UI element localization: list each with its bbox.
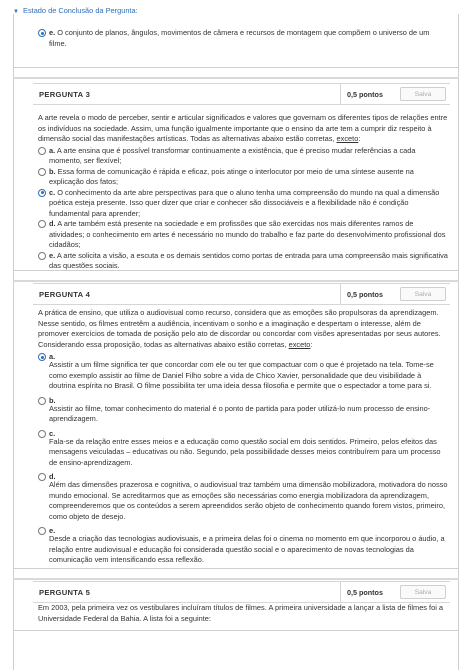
- option-text: Assistir a um filme significa ter que concordar com ele ou ter que compactuar com o que é projetado na tela. Tome-se como exemplo assistir ao filme de Daniel Filho sobre a vida de Chico Xavier, personalidade que deu visibilidade à doutrina espírita no Brasil. O filme possibilita ter uma ideia dessa filosofia e permite que o espectador a tome para si.: [49, 360, 434, 391]
- divider: [13, 77, 459, 79]
- option-label: d.: [49, 219, 56, 229]
- option-e[interactable]: [38, 526, 448, 566]
- stem-except: exceto: [288, 339, 311, 349]
- option-text: A arte solicita a visão, a escuta e os demais sentidos como portas de entrada para uma compreensão mais significativa das questões sociais.: [49, 250, 448, 271]
- question-stem: Em 2003, pela primeira vez os vestibulares incluíram títulos de filmes. A primeira universidade a lançar a lista de filmes foi a Universidade Federal da Bahia. A lista foi a seguinte:: [38, 603, 444, 623]
- option-label: e.: [49, 526, 56, 536]
- option-a[interactable]: [38, 146, 448, 167]
- question-title: PERGUNTA 3: [39, 90, 91, 99]
- radio-icon[interactable]: [38, 252, 46, 260]
- option-b[interactable]: [38, 396, 448, 425]
- save-status-button[interactable]: Salva: [400, 87, 446, 101]
- option-label: b.: [49, 166, 56, 176]
- question-body-5: [38, 603, 448, 624]
- radio-icon[interactable]: [38, 473, 46, 481]
- divider: [13, 568, 459, 569]
- option-label: e.: [49, 28, 56, 37]
- radio-icon[interactable]: [38, 168, 46, 176]
- option-label: c.: [49, 187, 56, 197]
- option-label: b.: [49, 395, 56, 405]
- question-header-3: [33, 83, 450, 105]
- stem-except: exceto: [336, 134, 359, 144]
- stem-text: A arte revela o modo de perceber, sentir e articular significados e valores que governam os diferentes tipos de relações entre os indivíduos na sociedade. Assim, uma função igualmente importante que o ensino da arte tem a cumprir diz respeito à dimensão social das manifestações artísticas. Todas as alternativas abaixo estão corretas,: [38, 113, 448, 144]
- question-points: 0,5 pontos: [340, 84, 392, 104]
- option-label: e.: [49, 250, 56, 260]
- option-text: Desde a criação das tecnologias audiovisuais, e a primeira delas foi o cinema no momento em que incorporou o áudio, a relação entre audiovisual e educação foi considerada questão social e o aparecimento de novas tecnologias da comunicação vem intensificando essa reflexão.: [49, 534, 445, 565]
- option-label: c.: [49, 428, 56, 438]
- question-points: 0,5 pontos: [340, 582, 392, 602]
- divider: [13, 578, 459, 580]
- option-text: A arte também está presente na sociedade e em profissões que são exercidas nos mais diferentes ramos de atividades; o conhecimento em artes é necessário no mundo do trabalho e faz parte do desenvolvimento profissional dos cidadãos;: [49, 219, 446, 250]
- option-text: Além das dimensões prazerosa e cognitiva, o audiovisual traz também uma dimensão mobilizadora, motivadora do nosso mundo emocional. Se acreditarmos que as emoções são necessárias como energia mobilizadora da aprendizagem, compreenderemos que os conteúdos a serem apreendidos serão objeto de conhecimento quando forem vistos, primeiro, como objeto de desejo.: [49, 480, 448, 521]
- option-text: A arte ensina que é possível transformar continuamente a existência, que é preciso mudar referências a cada momento, ser flexível;: [49, 145, 416, 166]
- stem-end: :: [358, 134, 361, 144]
- option-label: a.: [49, 352, 56, 362]
- radio-icon[interactable]: [38, 527, 46, 535]
- radio-icon[interactable]: [38, 220, 46, 228]
- radio-icon[interactable]: [38, 430, 46, 438]
- q2-tail: [38, 28, 448, 49]
- status-link-label: Estado de Conclusão da Pergunta:: [23, 6, 138, 15]
- option-text: Fala-se da relação entre esses meios e a educação como questão social em dois sentidos. Primeiro, pelos efeitos das mensagens veiculadas – educativas ou não. Segundo, pela possibilidade desses meios contribuírem para um processo de ensino-aprendizagem.: [49, 436, 441, 467]
- radio-selected-icon[interactable]: [38, 29, 46, 37]
- option-c[interactable]: [38, 188, 448, 220]
- question-body-3: [38, 113, 448, 272]
- option-a[interactable]: [38, 352, 448, 392]
- option-d[interactable]: [38, 472, 448, 522]
- option-e[interactable]: [38, 251, 448, 272]
- divider: [13, 280, 459, 282]
- question-points: 0,5 pontos: [340, 284, 392, 304]
- save-status-button[interactable]: Salva: [400, 585, 446, 599]
- option-text: O conhecimento da arte abre perspectivas para que o aluno tenha uma compreensão do mundo na qual a dimensão poética esteja presente. Isso quer dizer que criar e conhecer são dissociáveis e a flexibilidade não é condição fundamental para aprender;: [49, 187, 440, 218]
- divider: [13, 67, 459, 68]
- radio-icon[interactable]: [38, 147, 46, 155]
- divider: [13, 270, 459, 271]
- option-text: Assistir ao filme, tomar conhecimento do material é o ponto de partida para poder utilizá-lo num processo de ensino-aprendizagem.: [49, 403, 431, 424]
- question-stem: [38, 308, 448, 350]
- answer-area[interactable]: [13, 630, 459, 670]
- question-header-4: [33, 283, 450, 305]
- option-label: d.: [49, 472, 56, 482]
- save-status-button[interactable]: Salva: [400, 287, 446, 301]
- question-title: PERGUNTA 5: [39, 588, 91, 597]
- question-body-4: [38, 308, 448, 566]
- radio-selected-icon[interactable]: [38, 353, 46, 361]
- radio-selected-icon[interactable]: [38, 189, 46, 197]
- option-text: O conjunto de planos, ângulos, movimentos de câmera e recursos de montagem que compõem o universo de um filme.: [49, 28, 430, 48]
- option-text: Essa forma de comunicação é rápida e eficaz, pois atinge o interlocutor por meio de uma síntese ausente na explicação dos fatos;: [49, 166, 414, 187]
- question-stem: [38, 113, 448, 145]
- option-d[interactable]: [38, 219, 448, 251]
- q2-option-e[interactable]: [38, 28, 448, 49]
- option-c[interactable]: [38, 429, 448, 469]
- question-title: PERGUNTA 4: [39, 290, 91, 299]
- chevron-down-icon: ▼: [13, 9, 19, 15]
- stem-end: :: [310, 339, 313, 349]
- question-header-5: [33, 581, 450, 603]
- radio-icon[interactable]: [38, 397, 46, 405]
- option-b[interactable]: [38, 167, 448, 188]
- stem-text: A prática de ensino, que utiliza o audiovisual como recurso, considera que as emoções são propulsoras da aprendizagem. Nesse sentido, os filmes entretêm a audiência, incentivam o sonho e a imaginação e despertam o interesse, além de promover exercícios de tomada de posição pelo ato de discordar ou concordar com visões apresentadas por seus autores. Considerando essa proposição, todas as alternativas abaixo estão corretas,: [38, 308, 441, 349]
- option-label: a.: [49, 145, 56, 155]
